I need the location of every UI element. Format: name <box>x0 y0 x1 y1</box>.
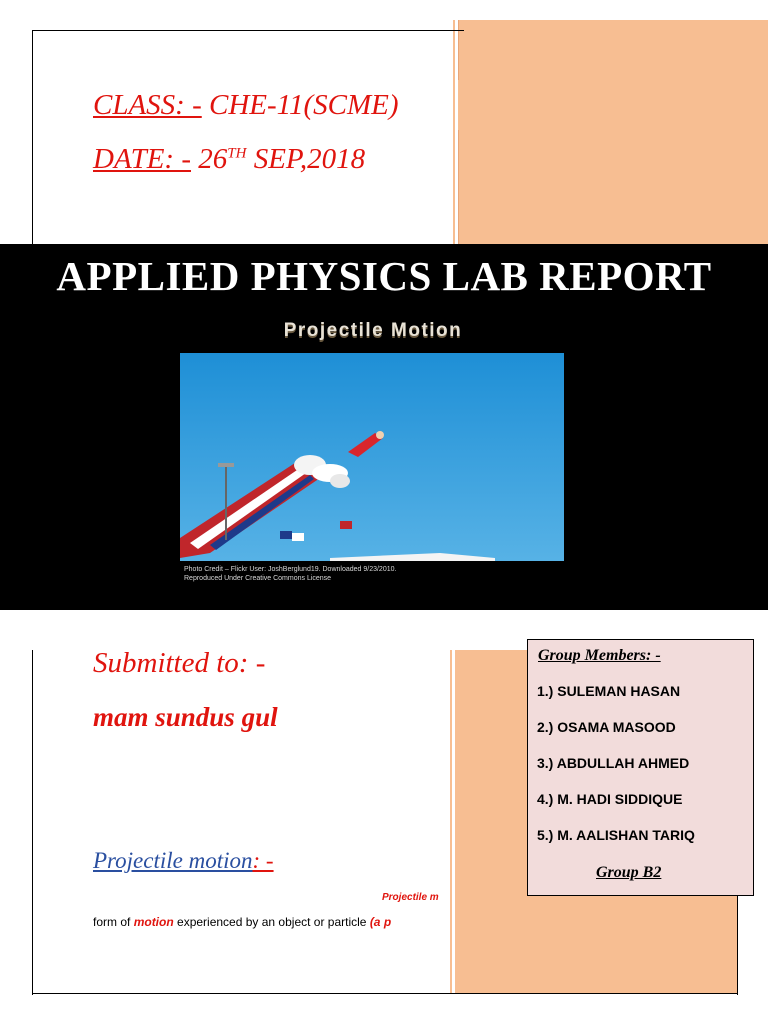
date-sup: TH <box>227 145 247 162</box>
photo-credit <box>184 565 396 583</box>
orange-overlap <box>458 80 768 130</box>
class-label: CLASS: - <box>93 89 202 121</box>
page-frame-top <box>32 30 464 244</box>
class-line <box>93 91 399 120</box>
body-em2: (a p <box>369 915 392 929</box>
projectile-motion-heading <box>93 848 274 874</box>
class-value: CHE-11(SCME) <box>209 89 399 121</box>
date-line <box>93 145 365 174</box>
heading-suffix: : - <box>252 848 274 873</box>
group-name: Group B2 <box>596 864 662 881</box>
submitted-label: Submitted to: - <box>93 647 266 679</box>
member-2: 2.) OSAMA MASOOD <box>537 719 676 735</box>
date-label: DATE: - <box>93 143 191 175</box>
photo-credit-line2: Reproduced Under Creative Commons License <box>184 575 332 582</box>
intro-body <box>93 915 452 929</box>
body-mid: experienced by an object or particle <box>173 915 370 929</box>
submitted-name: mam sundus gul <box>93 702 278 732</box>
photo-credit-line1: Photo Credit – Flickr User: JoshBerglund19. Downloaded 9/23/2010. <box>184 566 397 573</box>
projectile-photo-image <box>180 353 564 591</box>
date-day: 26 <box>198 143 228 175</box>
intro-small-red: Projectile m <box>382 892 439 903</box>
member-4: 4.) M. HADI SIDDIQUE <box>537 791 683 807</box>
body-pre: form of <box>93 915 134 929</box>
body-em: motion <box>133 915 174 929</box>
member-1: 1.) SULEMAN HASAN <box>537 683 681 699</box>
member-5: 5.) M. AALISHAN TARIQ <box>537 827 695 843</box>
orange-panel-top <box>458 20 768 244</box>
date-rest: SEP,2018 <box>253 143 366 175</box>
page-frame-left <box>32 650 33 995</box>
orange-panel-edge-bottom <box>450 650 452 993</box>
group-members-title: Group Members: - <box>538 647 661 664</box>
page-frame-bottom <box>32 993 738 994</box>
member-3: 3.) ABDULLAH AHMED <box>537 755 690 771</box>
report-title: APPLIED PHYSICS LAB REPORT <box>56 253 712 299</box>
banner-subtitle: Projectile Motion <box>283 320 463 341</box>
submitted-label-wrap <box>93 649 265 678</box>
projectile-photo <box>180 353 564 591</box>
heading-text: Projectile motion <box>93 848 253 873</box>
